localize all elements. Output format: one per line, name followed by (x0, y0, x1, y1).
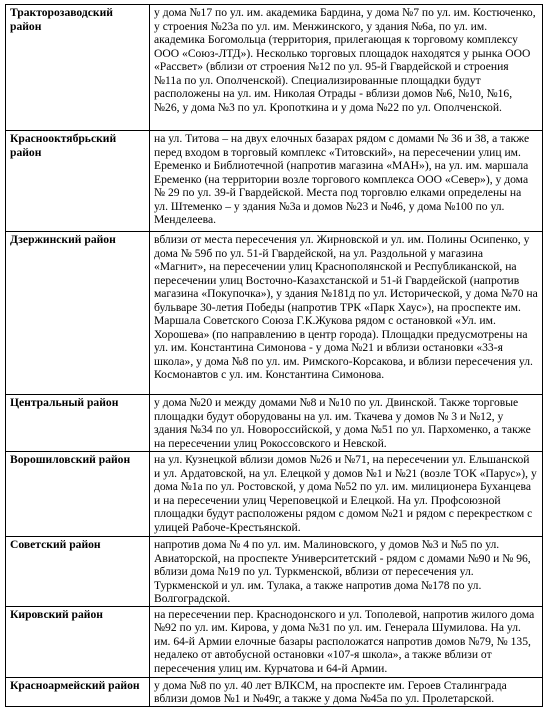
table-row (6, 452, 543, 537)
locations-text: на ул. Титова – на двух елочных базарах рядом с домами № 36 и 38, а также перед входом в торговый комплекс «Титовский», на пересечении улиц им. Еременко и Библиотечной (напротив магазина «МАН»), на ул. им. маршала Еременко (на территории возле торгового комплекса ООО «Север»), у дома № 29 по ул. 39-й Гвардейской. Места под торговлю елками определены на ул. Штеменко – у здания №3а и домов №23 и №46, у дома №100 по ул. Менделеева. (150, 131, 543, 232)
table-row (6, 395, 543, 452)
table-row (6, 131, 543, 232)
district-name: Ворошиловский район (6, 452, 150, 537)
locations-text: у дома №17 по ул. им. академика Бардина, у дома №7 по ул. им. Костюченко, у строения №23а по ул. им. Менжинского, у здания №6а, по ул. им. академика Богомольца (территория, прилегающая к торговому комплексу ООО «Союз-ЛТД»). Несколько торговых площадок находятся у рынка ООО «Рассвет» (вблизи от строения №12 по ул. 95-й Гвардейской и строения №11а по ул. Ополченской). Специализированные площадки будут расположены на ул. им. Николая Отрады - вблизи домов №6, №10, №16, №26, у дома №3 по ул. Кропоткина и у дома №22 по ул. Ополченской. (150, 5, 543, 131)
locations-text: у дома №20 и между домами №8 и №10 по ул. Двинской. Также торговые площадки будут оборудованы на ул. им. Ткачева у домов № 3 и №12, у здания №34 по ул. Новороссийской, у дома №51 по ул. Пархоменко, а также на пересечении улиц Рокоссовского и Невской. (150, 395, 543, 452)
locations-text: у дома №8 по ул. 40 лет ВЛКСМ, на проспекте им. Героев Сталинграда вблизи домов №1 и №49г, а также у дома №45а по ул. Пролетарской. (150, 677, 543, 706)
district-name: Краснооктябрьский район (6, 131, 150, 232)
district-name: Кировский район (6, 606, 150, 677)
table-row (6, 232, 543, 395)
table-row (6, 5, 543, 131)
district-name: Тракторозаводский район (6, 5, 150, 131)
locations-text: напротив дома № 4 по ул. им. Малиновского, у домов №3 и №5 по ул. Авиаторской, на проспекте Университетский - рядом с домами №90 и № 96, вблизи дома №19 по ул. Туркменской, вблизи от пересечения ул. Туркменской и ул. им. Тулака, а также напротив дома №178 по ул. Волгоградской. (150, 537, 543, 607)
districts-table (5, 4, 543, 707)
locations-text: на ул. Кузнецкой вблизи домов №26 и №71, на пересечении ул. Ельшанской и ул. Ардатовской, на ул. Елецкой у домов №1 и №21 (возле ТОК «Парус»), у дома №1а по ул. Ростовской, у дома №52 по ул. им. милиционера Буханцева и на пересечении улиц Череповецкой и Елецкой. На ул. Профсоюзной площадки будут расположены рядом с домом №21 и рядом с перекрестком с улицей Рабоче-Крестьянской. (150, 452, 543, 537)
district-name: Дзержинский район (6, 232, 150, 395)
district-name: Красноармейский район (6, 677, 150, 706)
locations-text: на пересечении пер. Краснодонского и ул. Тополевой, напротив жилого дома №92 по ул. им. Кирова, у дома №31 по ул. им. Генерала Шумилова. На ул. им. 64-й Армии елочные базары расположатся напротив домов №79, № 135, недалеко от автобусной остановки «107-я школа», а также вблизи от пересечения улиц им. Курчатова и 64-й Армии. (150, 606, 543, 677)
table-row (6, 677, 543, 706)
locations-text: вблизи от места пересечения ул. Жирновской и ул. им. Полины Осипенко, у дома № 59б по ул. 51-й Гвардейской, на ул. Раздольной у магазина «Магнит», на пересечении улиц Краснополянской и Республиканской, на пересечении улиц Восточно-Казахстанской и 51-й Гвардейской (напротив магазина «Покупочка»), у здания №181д по ул. Исторической, у дома №70 на бульваре 30-летия Победы (напротив ТРК «Парк Хаус»), на проспекте им. Маршала Советского Союза Г.К.Жукова рядом с остановкой «Ул. им. Хорошева» (по направлению в центр города). Площадки предусмотрены на ул. им. Константина Симонова - у дома №21 и вблизи остановки «33-я школа», у дома №8 по ул. им. Римского-Корсакова, и вблизи пересечения ул. Космонавтов с ул. им. Константина Симонова. (150, 232, 543, 395)
table-row (6, 606, 543, 677)
table-row (6, 537, 543, 607)
district-name: Центральный район (6, 395, 150, 452)
district-name: Советский район (6, 537, 150, 607)
